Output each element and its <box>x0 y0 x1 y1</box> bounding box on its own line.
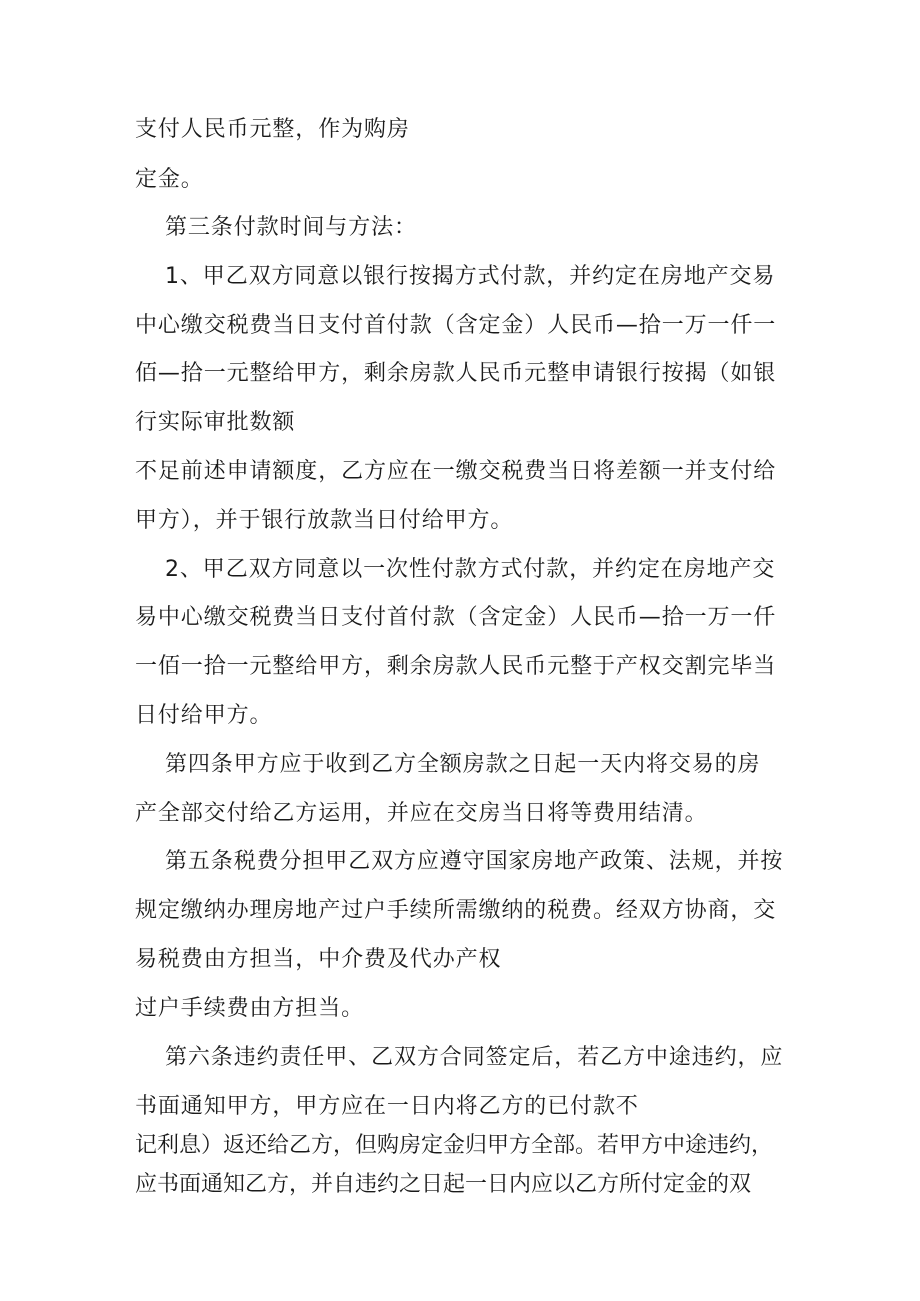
text-line: 易税费由方担当，中介费及代办产权 <box>135 947 502 972</box>
text-line: 第四条甲方应于收到乙方全额房款之日起一天内将交易的房 <box>165 752 761 777</box>
text-line: 不足前述申请额度，乙方应在一缴交税费当日将差额一并支付给 <box>135 459 777 484</box>
text-line: 佰—拾一元整给甲方，剩余房款人民币元整申请银行按揭（如银 <box>135 361 777 386</box>
text-line: 一佰一拾一元整给甲方，剩余房款人民币元整于产权交割完毕当 <box>135 654 777 679</box>
text-line: 规定缴纳办理房地产过户手续所需缴纳的税费。经双方协商，交 <box>135 898 777 923</box>
text-line: 定金。 <box>135 167 204 192</box>
text-line: 1、甲乙双方同意以银行按揭方式付款，并约定在房地产交易 <box>165 264 776 289</box>
text-line: 第五条税费分担甲乙双方应遵守国家房地产政策、法规，并按 <box>165 849 784 874</box>
text-line: 支付人民币元整，作为购房 <box>135 117 410 142</box>
text-line: 中心缴交税费当日支付首付款（含定金）人民币—拾一万一仟一 <box>135 313 777 338</box>
text-line: 日付给甲方。 <box>135 703 273 728</box>
text-line: 过户手续费由方担当。 <box>135 996 365 1021</box>
text-line: 第六条违约责任甲、乙双方合同签定后，若乙方中途违约，应 <box>165 1045 784 1070</box>
text-line: 应书面通知乙方，并自违约之日起一日内应以乙方所付定金的双 <box>135 1172 752 1197</box>
text-line: 产全部交付给乙方运用，并应在交房当日将等费用结清。 <box>135 801 708 826</box>
text-line: 记利息）返还给乙方，但购房定金归甲方全部。若甲方中途违约， <box>135 1133 774 1158</box>
section-heading: 第三条付款时间与方法： <box>165 215 417 240</box>
text-line: 2、甲乙双方同意以一次性付款方式付款，并约定在房地产交 <box>165 557 776 582</box>
text-line: 甲方），并于银行放款当日付给甲方。 <box>135 508 514 533</box>
text-line: 书面通知甲方，甲方应在一日内将乙方的已付款不 <box>135 1094 639 1119</box>
text-line: 易中心缴交税费当日支付首付款（含定金）人民币—拾一万一仟 <box>135 605 777 630</box>
text-line: 行实际审批数额 <box>135 410 296 435</box>
